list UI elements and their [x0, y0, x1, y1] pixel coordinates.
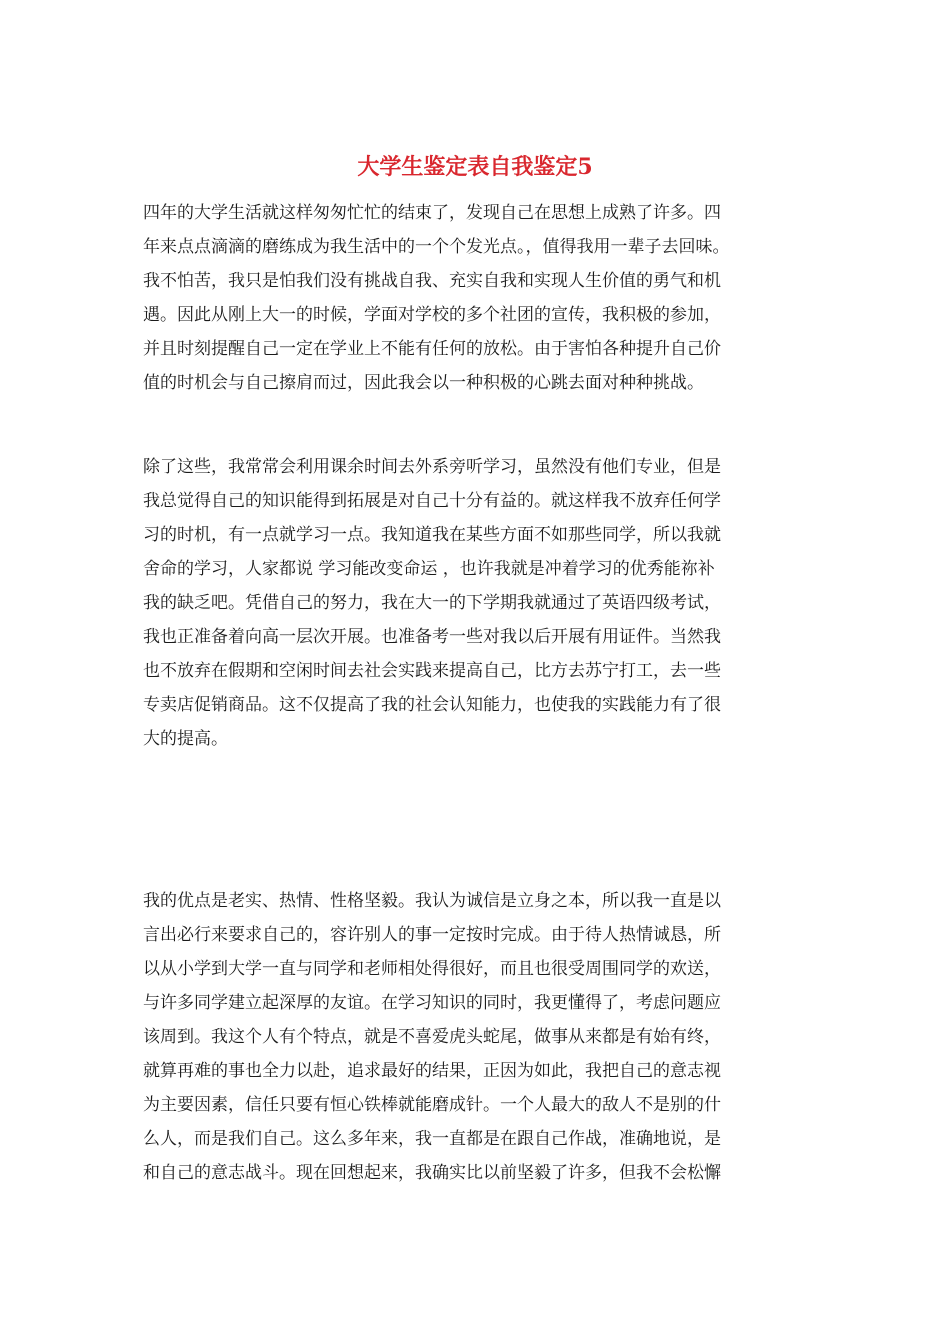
paragraph-line: 专卖店促销商品。这不仅提高了我的社会认知能力，也使我的实践能力有了很 [143, 695, 721, 715]
paragraph-line: 我也正准备着向高一层次开展。也准备考一些对我以后开展有用证件。当然我 [143, 627, 721, 647]
paragraph-line: 习的时机，有一点就学习一点。我知道我在某些方面不如那些同学，所以我就 [143, 525, 721, 545]
paragraph-line: 就算再难的事也全力以赴，追求最好的结果，正因为如此，我把自己的意志视 [143, 1061, 721, 1081]
paragraph-line: 四年的大学生活就这样匆匆忙忙的结束了，发现自己在思想上成熟了许多。四 [143, 203, 721, 223]
document-title: 大学生鉴定表自我鉴定5 [357, 154, 593, 180]
paragraph-line: 年来点点滴滴的磨练成为我生活中的一个个发光点。，值得我用一辈子去回味。 [143, 237, 730, 257]
paragraph-line: 言出必行来要求自己的，容许别人的事一定按时完成。由于待人热情诚恳，所 [143, 925, 721, 945]
paragraph-line: 值的时机会与自己擦肩而过，因此我会以一种积极的心跳去面对种种挑战。 [143, 373, 704, 393]
paragraph-line: 我的优点是老实、热情、性格坚毅。我认为诚信是立身之本，所以我一直是以 [143, 891, 721, 911]
paragraph-line: 与许多同学建立起深厚的友谊。在学习知识的同时，我更懂得了，考虑问题应 [143, 993, 721, 1013]
paragraph-line: 我不怕苦，我只是怕我们没有挑战自我、充实自我和实现人生价值的勇气和机 [143, 271, 721, 291]
paragraph-line: 我的缺乏吧。凭借自己的努力，我在大一的下学期我就通过了英语四级考试， [143, 593, 721, 613]
paragraph-line: 以从小学到大学一直与同学和老师相处得很好，而且也很受周围同学的欢送， [143, 959, 721, 979]
paragraph-line: 遇。因此从刚上大一的时候，学面对学校的多个社团的宣传，我积极的参加， [143, 305, 721, 325]
paragraph-line: 我总觉得自己的知识能得到拓展是对自己十分有益的。就这样我不放弃任何学 [143, 491, 721, 511]
paragraph-line: 大的提高。 [143, 729, 228, 749]
paragraph-line: 舍命的学习，人家都说 学习能改变命运 ，也许我就是冲着学习的优秀能祢补 [143, 559, 715, 579]
paragraph-line: 该周到。我这个人有个特点，就是不喜爱虎头蛇尾，做事从来都是有始有终， [143, 1027, 721, 1047]
paragraph-line: 为主要因素，信任只要有恒心铁棒就能磨成针。一个人最大的敌人不是别的什 [143, 1095, 721, 1115]
paragraph-line: 并且时刻提醒自己一定在学业上不能有任何的放松。由于害怕各种提升自己价 [143, 339, 721, 359]
paragraph-line: 和自己的意志战斗。现在回想起来，我确实比以前坚毅了许多，但我不会松懈 [143, 1163, 721, 1183]
paragraph-line: 除了这些，我常常会利用课余时间去外系旁听学习，虽然没有他们专业，但是 [143, 457, 721, 477]
paragraph-3 [143, 884, 815, 1190]
paragraph-line: 也不放弃在假期和空闲时间去社会实践来提高自己，比方去苏宁打工，去一些 [143, 661, 721, 681]
paragraph-line: 么人，而是我们自己。这么多年来，我一直都是在跟自己作战，准确地说，是 [143, 1129, 721, 1149]
paragraph-1 [143, 196, 815, 400]
paragraph-2 [143, 450, 815, 756]
